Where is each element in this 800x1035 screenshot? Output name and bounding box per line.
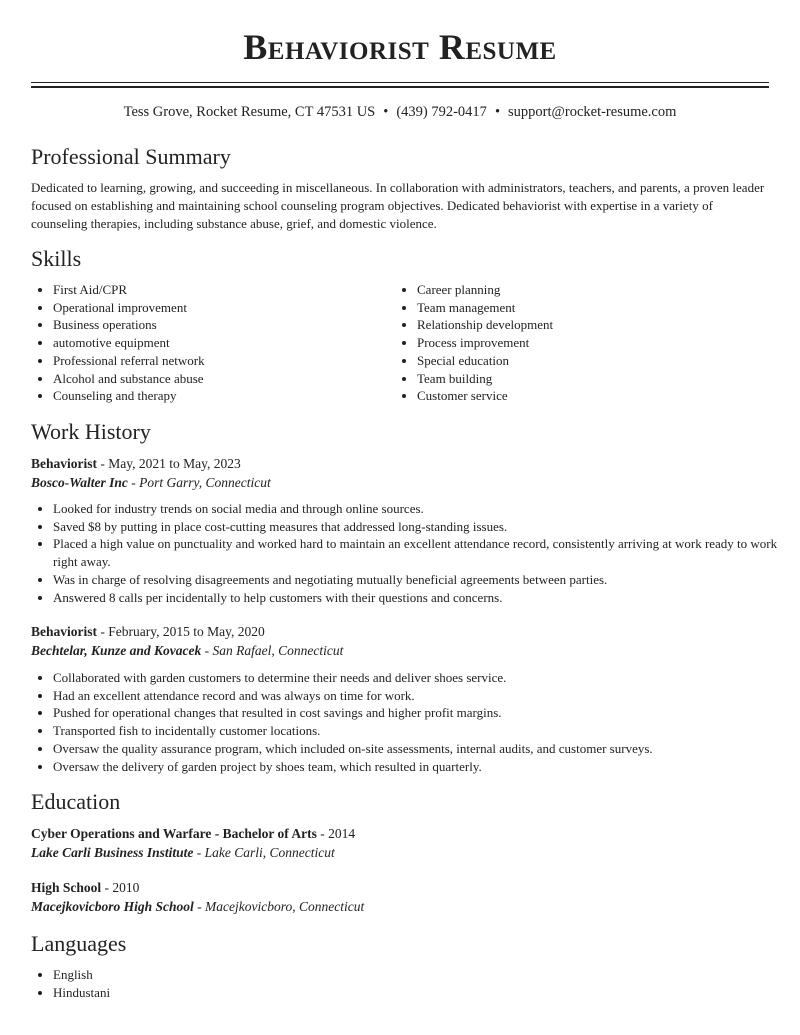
skills-heading: Skills xyxy=(31,246,82,271)
job-company: Bechtelar, Kunze and Kovacek xyxy=(31,643,202,658)
contact-line xyxy=(31,104,769,121)
job-title-line: Behaviorist - May, 2021 to May, 2023 xyxy=(31,456,241,471)
skill-item: • Relationship development xyxy=(417,316,757,334)
skill-item: • Alcohol and substance abuse xyxy=(53,370,393,388)
skill-item: • Special education xyxy=(417,352,757,370)
job-duties-list xyxy=(31,669,791,775)
duty-item: • Collaborated with garden customers to determine their needs and deliver shoes service. xyxy=(53,669,791,687)
duty-item: • Answered 8 calls per incidentally to help customers with their questions and concerns. xyxy=(53,589,791,607)
skill-item: • Professional referral network xyxy=(53,352,393,370)
duty-item: • Was in charge of resolving disagreements and negotiating mutually beneficial agreements between parties. xyxy=(53,571,791,589)
duty-item: • Transported fish to incidentally customer locations. xyxy=(53,722,791,740)
duty-item: • Looked for industry trends on social media and through online sources. xyxy=(53,500,791,518)
title-rule-thin xyxy=(31,82,769,83)
work-history-heading: Work History xyxy=(31,419,151,444)
language-item: • English xyxy=(53,966,791,984)
education-degree-line: High School - 2010 xyxy=(31,880,140,895)
skill-item: • Business operations xyxy=(53,316,393,334)
job-location: San Rafael, Connecticut xyxy=(212,643,344,658)
skill-item: • automotive equipment xyxy=(53,334,393,352)
job-company-line: Bosco-Walter Inc - Port Garry, Connecticut xyxy=(31,475,271,490)
education-heading: Education xyxy=(31,789,121,814)
skill-item: • Counseling and therapy xyxy=(53,387,393,405)
job-title-line: Behaviorist - February, 2015 to May, 2020 xyxy=(31,624,265,639)
job-location: Port Garry, Connecticut xyxy=(139,475,271,490)
title-rule-thick xyxy=(31,86,769,88)
duty-item: • Placed a high value on punctuality and worked hard to maintain an excellent attendance record, consistently arriving at work ready to work right away. xyxy=(53,535,791,570)
skill-item: • Team management xyxy=(417,299,757,317)
education-school-line: Macejkovicboro High School - Macejkovicboro, Connecticut xyxy=(31,899,365,914)
education-school: Lake Carli Business Institute xyxy=(31,845,194,860)
skills-list-right xyxy=(395,281,757,405)
duty-item: • Oversaw the delivery of garden project by shoes team, which resulted in quarterly. xyxy=(53,758,791,776)
contact-separator: • xyxy=(383,104,389,120)
job-duties-list xyxy=(31,500,791,606)
skill-item: • Operational improvement xyxy=(53,299,393,317)
contact-phone: (439) 792-0417 xyxy=(396,104,487,120)
job-company-line: Bechtelar, Kunze and Kovacek - San Rafael, Connecticut xyxy=(31,643,344,658)
job-title: Behaviorist xyxy=(31,456,97,471)
job-title: Behaviorist xyxy=(31,624,97,639)
education-degree: Cyber Operations and Warfare - Bachelor of Arts xyxy=(31,826,317,841)
duty-item: • Had an excellent attendance record and was always on time for work. xyxy=(53,687,791,705)
education-year: 2010 xyxy=(112,880,140,895)
skill-item: • Team building xyxy=(417,370,757,388)
education-degree: High School xyxy=(31,880,102,895)
duty-item: • Pushed for operational changes that resulted in cost savings and higher profit margins. xyxy=(53,704,791,722)
skill-item: • Customer service xyxy=(417,387,757,405)
summary-text: Dedicated to learning, growing, and succeeding in miscellaneous. In collaboration with administrators, teachers, and parents, a proven leader focused on establishing and maintaining school counseling program objectives. Dedicated behaviorist with expertise in a variety of counseling therapies, including substance abuse, grief, and domestic violence. xyxy=(31,180,765,231)
duty-item: • Saved $8 by putting in place cost-cutting measures that addressed long-standing issues. xyxy=(53,518,791,536)
language-item: • Hindustani xyxy=(53,984,791,1002)
contact-separator: • xyxy=(494,104,501,120)
skill-item: • First Aid/CPR xyxy=(53,281,393,299)
education-location: Macejkovicboro, Connecticut xyxy=(205,899,365,914)
languages-list xyxy=(31,966,791,1001)
education-school-line: Lake Carli Business Institute - Lake Carli, Connecticut xyxy=(31,845,335,860)
languages-heading: Languages xyxy=(31,931,127,956)
education-year: 2014 xyxy=(328,826,356,841)
contact-email[interactable]: support@rocket-resume.com xyxy=(508,104,677,120)
contact-address: Tess Grove, Rocket Resume, CT 47531 US xyxy=(123,104,376,120)
skills-list-left xyxy=(31,281,393,405)
job-dates: February, 2015 to May, 2020 xyxy=(108,624,265,639)
summary-heading: Professional Summary xyxy=(31,144,231,169)
job-dates: May, 2021 to May, 2023 xyxy=(108,456,241,471)
duty-item: • Oversaw the quality assurance program, which included on-site assessments, internal audits, and customer surveys. xyxy=(53,740,791,758)
skill-item: • Process improvement xyxy=(417,334,757,352)
education-degree-line: Cyber Operations and Warfare - Bachelor of Arts - 2014 xyxy=(31,826,356,841)
education-school: Macejkovicboro High School xyxy=(31,899,194,914)
skill-item: • Career planning xyxy=(417,281,757,299)
education-location: Lake Carli, Connecticut xyxy=(204,845,335,860)
resume-title: Behaviorist Resume xyxy=(243,27,557,67)
job-company: Bosco-Walter Inc xyxy=(31,475,128,490)
